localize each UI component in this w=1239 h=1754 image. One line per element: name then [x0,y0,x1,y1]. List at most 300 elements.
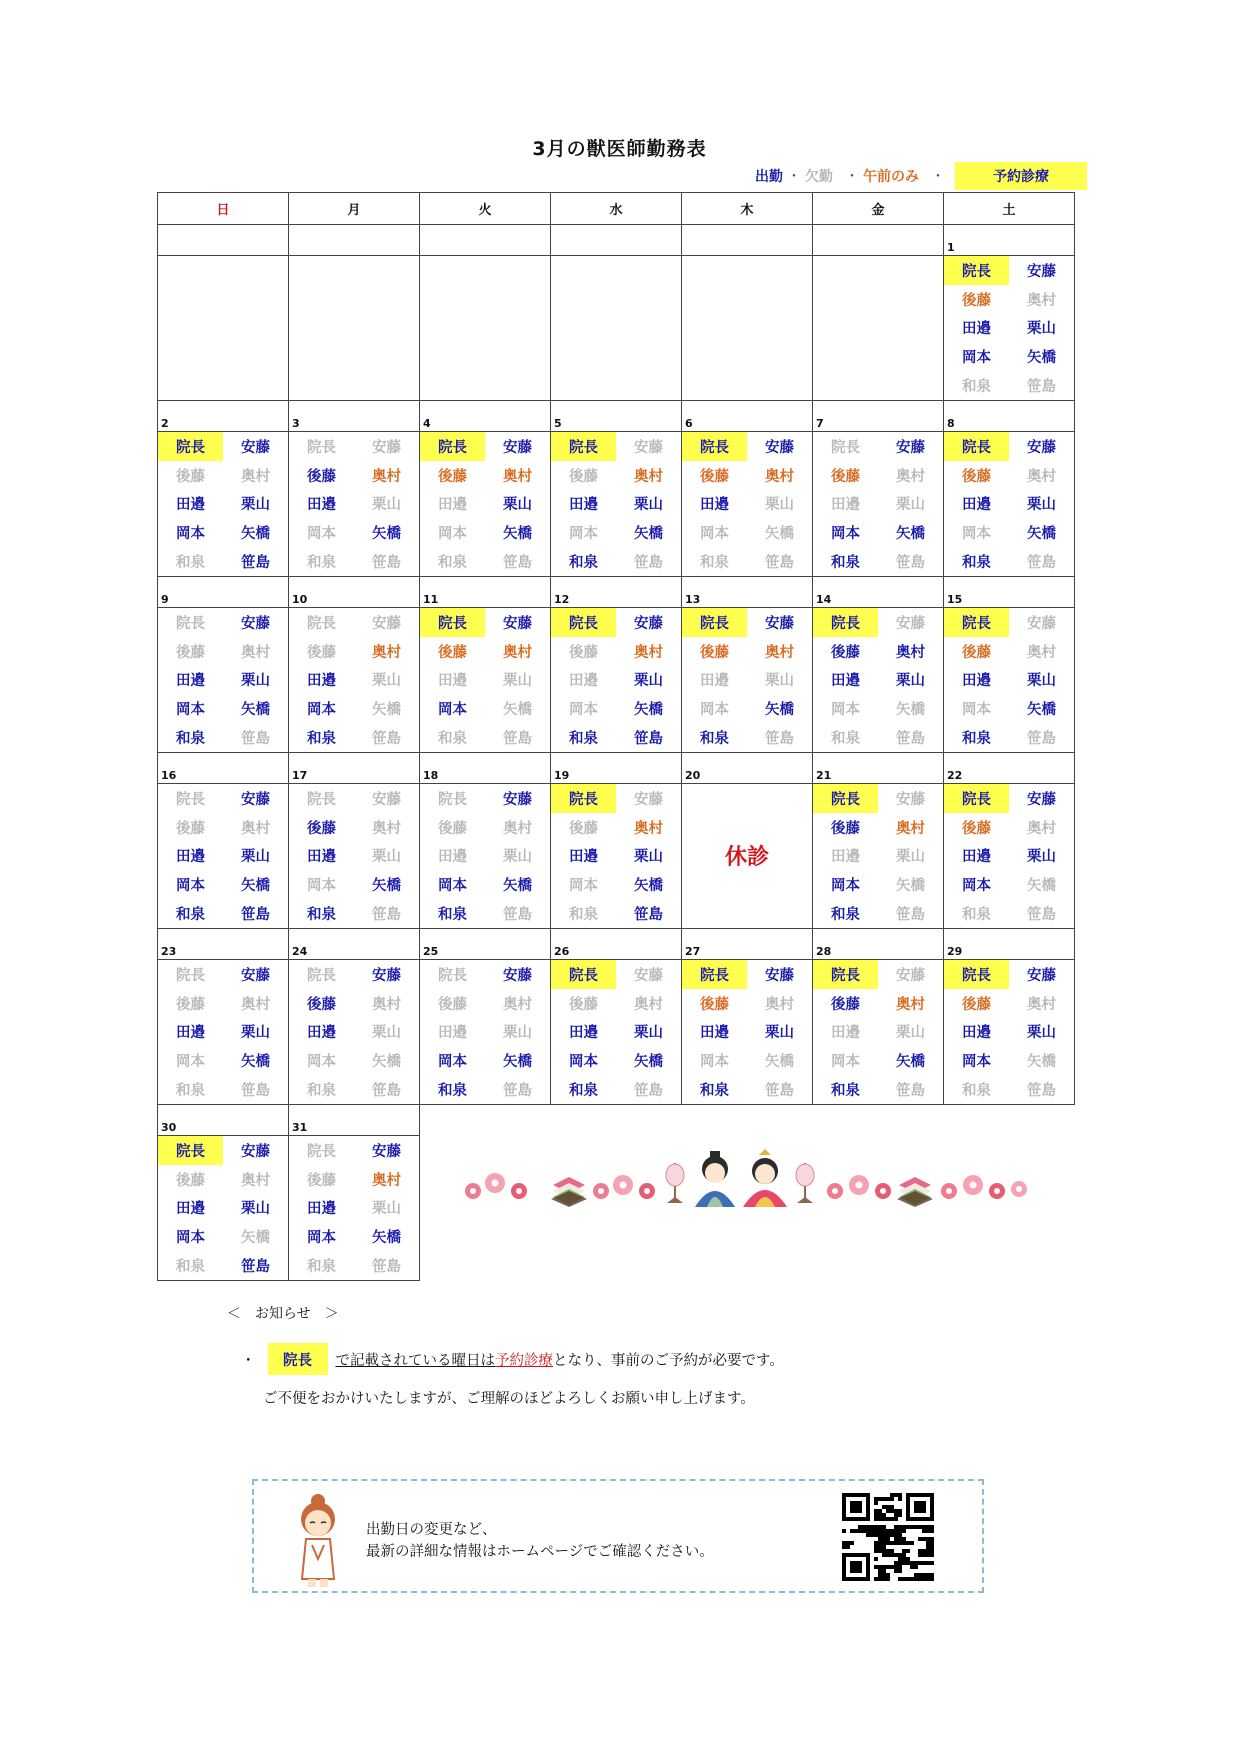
weekday-mon: 月 [289,193,420,225]
vet-name: 院長 [813,608,878,637]
vet-name: 奥村 [1027,468,1056,485]
vet-name: 田邉 [700,673,729,690]
vet-name: 田邉 [962,497,991,514]
vet-name: 安藤 [896,615,925,632]
vet-name: 院長 [944,608,1009,637]
vet-name: 後藤 [569,820,598,837]
vet-name: 岡本 [176,1230,205,1247]
empty-day-number [944,1104,1075,1135]
vet-name: 院長 [420,432,485,461]
legend-sep: ・ [931,169,945,185]
vet-name: 田邉 [831,673,860,690]
vet-name: 院長 [813,784,878,813]
vet-name: 後藤 [700,644,729,661]
day-cell-14 [813,607,944,752]
vet-name: 院長 [944,256,1009,285]
vet-name: 院長 [438,791,467,808]
vet-name: 矢橋 [896,1054,925,1071]
vet-grid [682,960,812,1104]
day-number-label: 23 [161,944,177,958]
emperor-doll-icon [695,1151,735,1207]
vet-name: 後藤 [438,644,467,661]
vet-name: 岡本 [569,702,598,719]
vet-name: 安藤 [503,615,532,632]
day-number [682,400,813,431]
day-number-label: 16 [161,768,177,782]
vet-name: 矢橋 [503,878,532,895]
vet-name: 岡本 [569,526,598,543]
day-number-label: 14 [816,592,832,606]
day-body-row [158,431,1075,576]
vet-grid [944,432,1074,576]
day-number-row [158,928,1075,959]
vet-name: 安藤 [503,967,532,984]
hishimochi-icon [551,1177,587,1207]
vet-name: 後藤 [176,644,205,661]
vet-name: 笹島 [1027,731,1056,748]
day-number [158,1104,289,1135]
vet-name: 奥村 [1027,644,1056,661]
vet-name: 栗山 [896,497,925,514]
vet-name: 田邉 [307,849,336,866]
day-number [420,752,551,783]
vet-name: 後藤 [831,644,860,661]
vet-name: 奥村 [372,820,401,837]
vet-name: 矢橋 [241,878,270,895]
day-number-label: 3 [292,416,300,430]
day-number [289,400,420,431]
day-cell-12 [551,607,682,752]
day-number [944,752,1075,783]
notice-text-b: となり、事前のご予約が必要です。 [553,1352,784,1369]
day-number [420,400,551,431]
vet-name: 栗山 [503,673,532,690]
vet-name: 矢橋 [503,526,532,543]
vet-name: 矢橋 [1027,1054,1056,1071]
day-number [158,400,289,431]
vet-name: 安藤 [765,439,794,456]
vet-name: 田邉 [831,1025,860,1042]
day-cell-11 [420,607,551,752]
weekday-sun: 日 [158,193,289,225]
day-number-label: 17 [292,768,308,782]
vet-name: 後藤 [307,1172,336,1189]
vet-name: 安藤 [765,615,794,632]
vet-name: 栗山 [896,673,925,690]
day-number-label: 21 [816,768,832,782]
day-cell-27 [682,959,813,1104]
vet-name: 奥村 [896,644,925,661]
vet-name: 笹島 [765,1083,794,1100]
vet-name: 笹島 [503,907,532,924]
plum-blossom-icon [465,1173,527,1199]
vet-name: 笹島 [503,555,532,572]
vet-name: 笹島 [241,731,270,748]
vet-name: 安藤 [1027,791,1056,808]
day-number [289,1104,420,1135]
closed-label: 休診 [724,845,769,871]
day-number [813,576,944,607]
vet-name: 奥村 [503,820,532,837]
vet-name: 和泉 [307,1259,336,1276]
vet-name: 安藤 [1027,439,1056,456]
empty-day-number [682,225,813,256]
vet-name: 安藤 [241,1143,270,1160]
vet-name: 安藤 [1027,615,1056,632]
notice-line2: ご不便をおかけいたしますが、ご理解のほどよろしくお願い申し上げます。 [263,1391,755,1407]
vet-name: 岡本 [962,526,991,543]
vet-name: 笹島 [1027,907,1056,924]
vet-name: 栗山 [765,497,794,514]
vet-name: 栗山 [765,673,794,690]
vet-name: 奥村 [765,996,794,1013]
vet-name: 田邉 [307,1025,336,1042]
vet-name: 和泉 [176,1259,205,1276]
vet-name: 栗山 [634,497,663,514]
vet-grid [813,432,943,576]
vet-name: 栗山 [372,849,401,866]
vet-name: 和泉 [700,555,729,572]
day-number-label: 30 [161,1120,177,1134]
day-number-row [158,576,1075,607]
vet-name: 院長 [831,439,860,456]
vet-name: 安藤 [372,439,401,456]
vet-name: 笹島 [372,555,401,572]
vet-name: 栗山 [241,497,270,514]
vet-name: 奥村 [372,1172,401,1189]
day-number-label: 5 [554,416,562,430]
day-body-row [158,783,1075,928]
vet-name: 奥村 [372,996,401,1013]
notice-bullet: ・ [241,1352,256,1369]
vet-name: 笹島 [1027,379,1056,396]
vet-name: 矢橋 [372,1054,401,1071]
day-number-row [158,752,1075,783]
vet-name: 栗山 [503,497,532,514]
day-cell-29 [944,959,1075,1104]
vet-name: 矢橋 [372,702,401,719]
day-number-label: 20 [685,768,701,782]
vet-name: 栗山 [372,497,401,514]
vet-name: 和泉 [831,907,860,924]
vet-name: 安藤 [1027,263,1056,280]
vet-name: 岡本 [831,1054,860,1071]
info-message [366,1519,714,1563]
empress-doll-icon [743,1149,787,1207]
vet-name: 後藤 [831,996,860,1013]
vet-name: 後藤 [962,644,991,661]
day-number [420,576,551,607]
vet-name: 岡本 [307,702,336,719]
day-number-label: 13 [685,592,701,606]
vet-grid [813,784,943,928]
day-number-label: 18 [423,768,439,782]
day-cell-15 [944,607,1075,752]
vet-name: 奥村 [634,468,663,485]
vet-name: 栗山 [1027,497,1056,514]
empty-day-number [158,225,289,256]
vet-name: 岡本 [962,878,991,895]
vet-name: 奥村 [896,996,925,1013]
vet-name: 奥村 [503,996,532,1013]
empty-day-number [289,225,420,256]
vet-name: 奥村 [896,820,925,837]
day-number-label: 27 [685,944,701,958]
vet-name: 岡本 [438,1054,467,1071]
day-number [682,752,813,783]
vet-name: 院長 [307,967,336,984]
vet-grid [944,608,1074,752]
vet-name: 和泉 [700,731,729,748]
qr-code-image[interactable] [842,1493,934,1581]
vet-name: 岡本 [307,526,336,543]
vet-name: 岡本 [962,702,991,719]
vet-name: 笹島 [372,731,401,748]
vet-grid [158,432,288,576]
vet-name: 和泉 [438,907,467,924]
vet-name: 矢橋 [372,878,401,895]
vet-name: 後藤 [438,996,467,1013]
empty-day-number [420,1104,551,1135]
vet-grid [682,608,812,752]
day-cell-16 [158,783,289,928]
vet-name: 安藤 [241,439,270,456]
legend [755,162,1087,190]
vet-name: 奥村 [634,644,663,661]
vet-name: 笹島 [896,731,925,748]
vet-name: 田邉 [962,1025,991,1042]
vet-name: 栗山 [896,849,925,866]
vet-name: 安藤 [896,791,925,808]
day-number [813,928,944,959]
empty-day-number [420,225,551,256]
info-line1: 出勤日の変更など、 [366,1522,497,1538]
vet-name: 後藤 [962,468,991,485]
vet-name: 安藤 [241,791,270,808]
day-cell-8 [944,431,1075,576]
vet-name: 岡本 [176,878,205,895]
vet-name: 奥村 [1027,996,1056,1013]
vet-name: 笹島 [1027,1083,1056,1100]
vet-name: 院長 [551,432,616,461]
vet-name: 栗山 [765,1025,794,1042]
vet-name: 田邉 [176,1025,205,1042]
vet-grid [289,1136,419,1280]
vet-name: 和泉 [962,379,991,396]
vet-name: 奥村 [1027,292,1056,309]
day-number-label: 9 [161,592,169,606]
vet-name: 和泉 [700,1083,729,1100]
day-number [813,400,944,431]
empty-day-number [813,1104,944,1135]
day-cell-28 [813,959,944,1104]
day-number-label: 11 [423,592,439,606]
vet-name: 後藤 [962,820,991,837]
vet-name: 後藤 [176,996,205,1013]
vet-name: 後藤 [307,820,336,837]
notice-text-a: で記載されている曜日は [335,1352,495,1369]
vet-grid [420,784,550,928]
vet-name: 笹島 [241,1083,270,1100]
vet-name: 田邉 [176,673,205,690]
plum-blossom-icon [941,1175,1027,1199]
vet-grid [158,960,288,1104]
vet-name: 院長 [551,784,616,813]
vet-name: 院長 [944,784,1009,813]
vet-grid [813,960,943,1104]
day-cell-1 [944,256,1075,401]
day-number-label: 31 [292,1120,308,1134]
vet-name: 岡本 [569,878,598,895]
vet-name: 安藤 [241,615,270,632]
vet-name: 和泉 [307,731,336,748]
vet-name: 岡本 [176,702,205,719]
vet-name: 岡本 [307,1230,336,1247]
vet-name: 矢橋 [1027,702,1056,719]
vet-name: 岡本 [307,878,336,895]
vet-name: 田邉 [307,673,336,690]
vet-grid [289,960,419,1104]
vet-name: 笹島 [896,555,925,572]
vet-name: 和泉 [438,731,467,748]
vet-name: 岡本 [962,350,991,367]
vet-name: 院長 [682,608,747,637]
day-cell-17 [289,783,420,928]
vet-name: 和泉 [176,555,205,572]
vet-name: 後藤 [438,468,467,485]
day-body-row [158,256,1075,401]
day-cell-21 [813,783,944,928]
vet-name: 和泉 [962,1083,991,1100]
vet-grid [420,432,550,576]
vet-name: 和泉 [962,907,991,924]
vet-name: 院長 [420,608,485,637]
vet-name: 和泉 [438,1083,467,1100]
weekday-header-row [158,193,1075,225]
day-number-label: 10 [292,592,308,606]
vet-name: 田邉 [831,497,860,514]
vet-name: 矢橋 [1027,878,1056,895]
weekday-thu: 木 [682,193,813,225]
day-cell-10 [289,607,420,752]
vet-name: 矢橋 [634,702,663,719]
vet-name: 岡本 [700,526,729,543]
empty-day-cell [551,256,682,401]
vet-name: 院長 [682,432,747,461]
vet-name: 安藤 [241,967,270,984]
vet-name: 矢橋 [896,702,925,719]
day-number-label: 26 [554,944,570,958]
vet-name: 和泉 [569,907,598,924]
vet-name: 和泉 [176,731,205,748]
weekday-sat: 土 [944,193,1075,225]
vet-name: 田邉 [700,497,729,514]
hishimochi-icon [897,1177,933,1207]
day-cell-18 [420,783,551,928]
day-cell-7 [813,431,944,576]
vet-name: 院長 [813,960,878,989]
weekday-wed: 水 [551,193,682,225]
day-number-label: 15 [947,592,963,606]
vet-name: 笹島 [241,1259,270,1276]
vet-grid [551,784,681,928]
day-number-label: 24 [292,944,308,958]
vet-grid [551,960,681,1104]
vet-name: 栗山 [634,673,663,690]
day-cell-4 [420,431,551,576]
info-box [252,1479,984,1593]
plum-blossom-icon [827,1175,891,1199]
vet-name: 矢橋 [1027,526,1056,543]
vet-name: 安藤 [372,615,401,632]
notice-reserved-text: 予約診療 [495,1352,553,1369]
vet-name: 院長 [307,791,336,808]
vet-name: 笹島 [896,1083,925,1100]
vet-grid [682,432,812,576]
vet-name: 院長 [176,967,205,984]
vet-name: 岡本 [700,702,729,719]
vet-name: 栗山 [241,1025,270,1042]
vet-name: 笹島 [1027,555,1056,572]
day-number [682,928,813,959]
vet-name: 矢橋 [765,702,794,719]
vet-name: 奥村 [1027,820,1056,837]
vet-name: 岡本 [569,1054,598,1071]
day-number [158,752,289,783]
day-cell-25 [420,959,551,1104]
day-number-label: 19 [554,768,570,782]
lantern-icon [796,1163,814,1203]
vet-name: 後藤 [700,468,729,485]
vet-grid [289,784,419,928]
vet-name: 岡本 [438,878,467,895]
vet-name: 後藤 [569,996,598,1013]
day-cell-24 [289,959,420,1104]
vet-name: 岡本 [438,702,467,719]
vet-name: 田邉 [831,849,860,866]
vet-name: 矢橋 [241,702,270,719]
day-number-label: 4 [423,416,431,430]
plum-blossom-icon [593,1175,655,1199]
vet-name: 後藤 [307,644,336,661]
day-number-label: 25 [423,944,439,958]
vet-name: 矢橋 [241,526,270,543]
day-cell-6 [682,431,813,576]
vet-name: 奥村 [765,468,794,485]
day-cell-13 [682,607,813,752]
vet-name: 矢橋 [634,878,663,895]
vet-name: 栗山 [1027,1025,1056,1042]
bowing-staff-icon [288,1489,348,1589]
day-cell-23 [158,959,289,1104]
vet-name: 岡本 [438,526,467,543]
vet-name: 安藤 [372,791,401,808]
vet-grid [420,960,550,1104]
vet-name: 田邉 [569,497,598,514]
vet-name: 院長 [176,615,205,632]
vet-name: 矢橋 [503,1054,532,1071]
vet-grid [551,608,681,752]
vet-name: 奥村 [634,996,663,1013]
vet-name: 院長 [158,1136,223,1165]
empty-day-number [813,225,944,256]
day-number-label: 12 [554,592,570,606]
vet-name: 岡本 [176,1054,205,1071]
vet-name: 安藤 [634,615,663,632]
day-cell-3 [289,431,420,576]
vet-name: 和泉 [831,1083,860,1100]
vet-name: 笹島 [765,731,794,748]
